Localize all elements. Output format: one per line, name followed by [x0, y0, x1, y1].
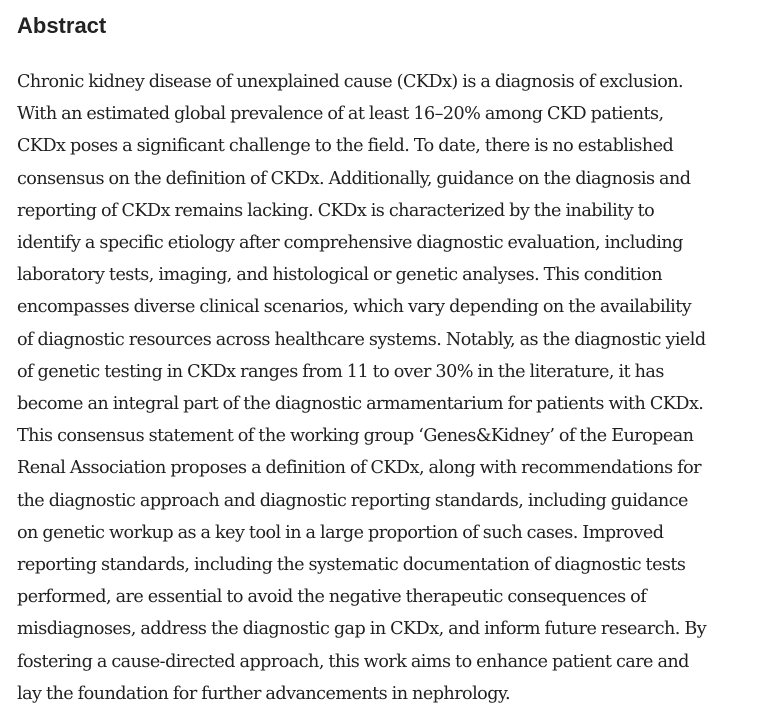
abstract-body — [17, 66, 765, 710]
abstract-line: laboratory tests, imaging, and histological or genetic analyses. This condition — [17, 265, 663, 286]
abstract-section — [17, 10, 765, 710]
abstract-line: misdiagnoses, address the diagnostic gap in CKDx, and inform future research. By — [17, 619, 707, 640]
abstract-line: become an integral part of the diagnostic armamentarium for patients with CKDx. — [17, 394, 704, 415]
abstract-line: fostering a cause-directed approach, this work aims to enhance patient care and — [17, 651, 689, 672]
abstract-line: With an estimated global prevalence of at least 16–20% among CKD patients, — [17, 104, 664, 125]
abstract-line: This consensus statement of the working group ‘Genes&Kidney’ of the European — [17, 426, 694, 447]
abstract-line: CKDx poses a significant challenge to the field. To date, there is no established — [17, 136, 674, 157]
abstract-line: Renal Association proposes a definition of CKDx, along with recommendations for — [17, 458, 702, 479]
abstract-line: consensus on the definition of CKDx. Additionally, guidance on the diagnosis and — [17, 168, 691, 189]
abstract-line: of diagnostic resources across healthcare systems. Notably, as the diagnostic yield — [17, 329, 706, 350]
abstract-line: on genetic workup as a key tool in a large proportion of such cases. Improved — [17, 522, 664, 543]
abstract-line: performed, are essential to avoid the negative therapeutic consequences of — [17, 587, 647, 608]
abstract-line: of genetic testing in CKDx ranges from 11 to over 30% in the literature, it has — [17, 361, 664, 382]
abstract-line: encompasses diverse clinical scenarios, which vary depending on the availability — [17, 297, 692, 318]
abstract-line: identify a specific etiology after comprehensive diagnostic evaluation, including — [17, 233, 683, 254]
abstract-line: lay the foundation for further advancements in nephrology. — [17, 683, 511, 704]
abstract-line: the diagnostic approach and diagnostic reporting standards, including guidance — [17, 490, 688, 511]
abstract-line: reporting standards, including the systematic documentation of diagnostic tests — [17, 555, 686, 576]
abstract-line: reporting of CKDx remains lacking. CKDx is characterized by the inability to — [17, 200, 655, 221]
abstract-line: Chronic kidney disease of unexplained cause (CKDx) is a diagnosis of exclusion. — [17, 72, 684, 92]
abstract-heading: Abstract — [17, 13, 107, 38]
